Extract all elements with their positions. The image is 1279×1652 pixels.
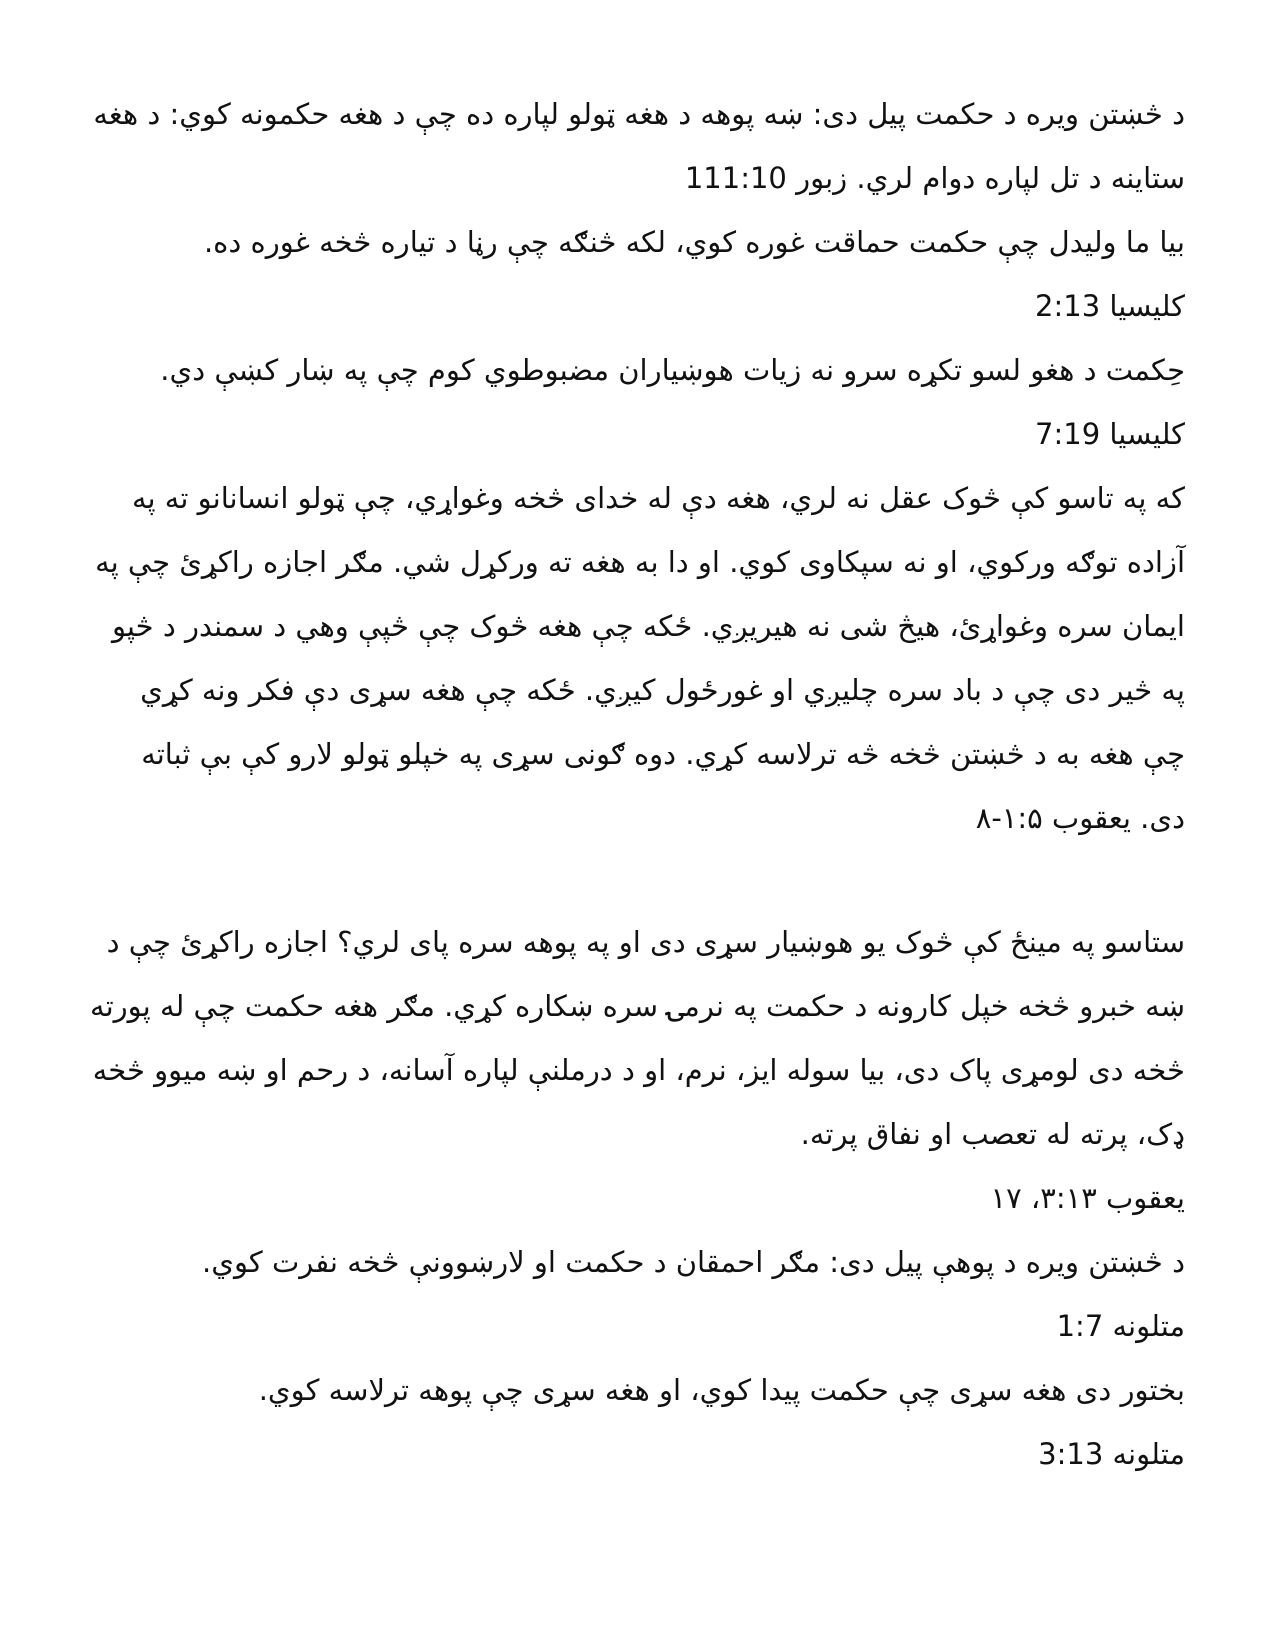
document-body [90, 82, 1185, 1486]
verse-psalm-111-10 [90, 82, 1185, 210]
verse-ecclesiastes-7-19 [90, 338, 1185, 466]
verse-text: حِکمت د هغو لسو تکړه سرو نه زيات هوښياران مضبوطوي کوم چې په ښار کښې دي. کلیسیا 7:19 [160, 353, 1185, 451]
verse-proverbs-1-7 [90, 1230, 1185, 1358]
verse-text: بیا ما ولیدل چې حکمت حماقت غوره کوي، لکه څنګه چې رڼا د تیاره څخه غوره ده. [203, 225, 1185, 259]
verse-reference: متلونه 1:7 [1056, 1309, 1185, 1343]
verse-reference: متلونه 3:13 [1038, 1437, 1185, 1471]
verse-reference: کلیسیا 2:13 [1035, 289, 1185, 323]
verse-ecclesiastes-2-13 [90, 210, 1185, 338]
verse-james-1-5-8 [90, 466, 1185, 850]
paragraph-gap [90, 850, 1185, 910]
verse-text: ستاسو په مینځ کې څوک یو هوښیار سړی دی او په پوهه سره پای لري؟ اجازه راکړئ چې د ښه خبرو څخه خپل کارونه د حکمت په نرمۍ سره ښکاره کړي. مګر هغه حکمت چې له پورته څخه دی لومړی پاک دی، بیا سوله ایز، نرم، او د درملنې لپاره آسانه، د رحم او ښه میوو څخه ډک، پرته له تعصب او نفاق پرته. [90, 925, 1185, 1151]
verse-reference: یعقوب ۳:۱۳، ۱۷ [990, 1181, 1185, 1215]
verse-proverbs-3-13 [90, 1358, 1185, 1486]
verse-text: د څښتن ویره د پوهې پیل دی: مګر احمقان د حکمت او لارښوونې څخه نفرت کوي. [202, 1245, 1185, 1279]
verse-text: د څښتن ویره د حکمت پیل دی: ښه پوهه د هغه ټولو لپاره ده چې د هغه حکمونه کوي: د هغه ستاینه د تل لپاره دوام لري. زبور 111:10 [93, 97, 1185, 195]
verse-text: که په تاسو کې څوک عقل نه لري، هغه دې له خدای څخه وغواړي، چې ټولو انسانانو ته په آزاده توګه ورکوي، او نه سپکاوی کوي. او دا به هغه ته ورکړل شي. مګر اجازه راکړئ چې په ایمان سره وغواړئ، هیڅ شی نه هیریږي. ځکه چې هغه څوک چې څپې وهي د سمندر د څپو په څیر دی چې د باد سره چلیږي او غورځول کیږي. ځکه چې هغه سړی دې فکر ونه کړي چې هغه به د څښتن څخه څه ترلاسه کړي. دوه ګونی سړی په خپلو ټولو لارو کې بې ثباته دی. یعقوب ۱:۵-۸ [95, 481, 1185, 835]
verse-james-3-13-17 [90, 910, 1185, 1230]
verse-text: بختور دی هغه سړی چې حکمت پیدا کوي، او هغه سړی چې پوهه ترلاسه کوي. [258, 1373, 1185, 1407]
